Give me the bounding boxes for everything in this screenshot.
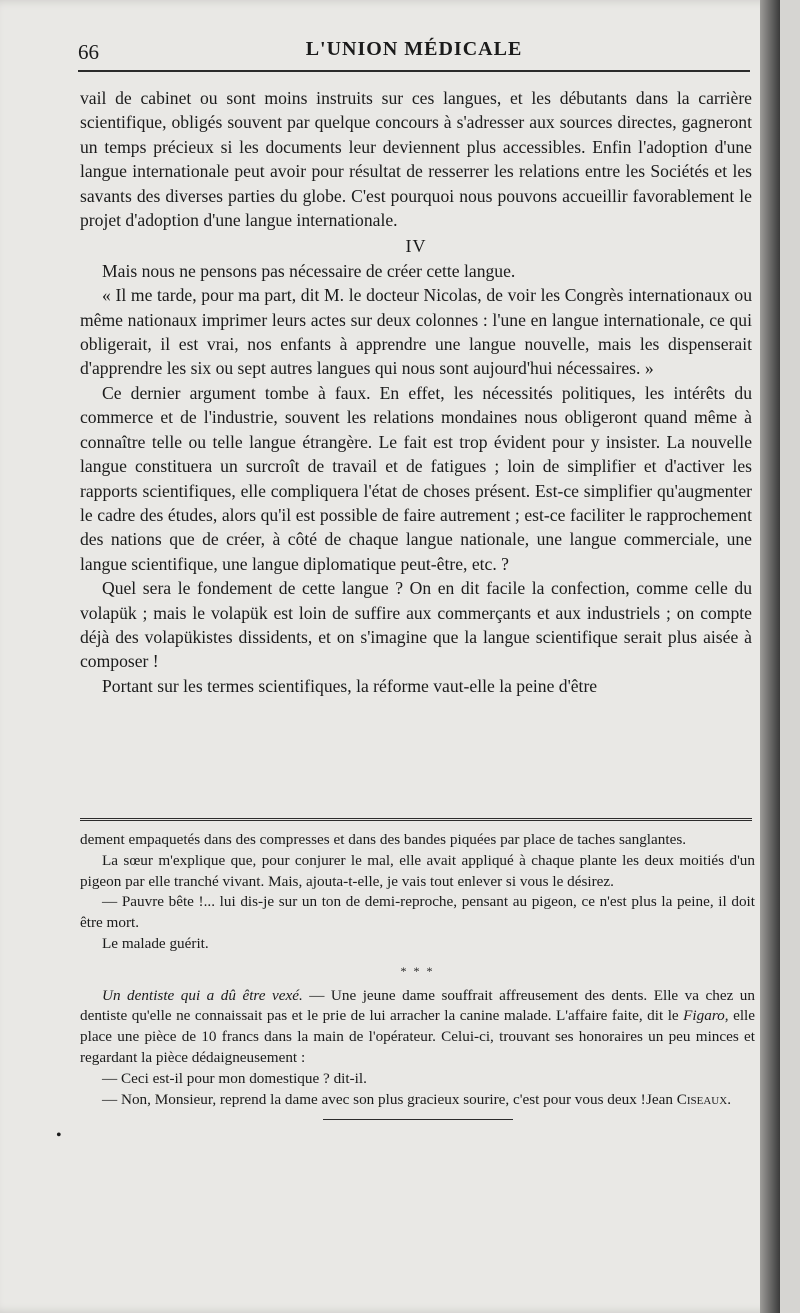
running-title: L'UNION MÉDICALE [305, 38, 523, 60]
paragraph: vail de cabinet ou sont moins instruits sur ces langues, et les débutants dans la carrière scientifique, obligés souvent par quelque concours à s'adresser aux sources directes, gagneront un temps précieux si les documents leur deviennent plus accessibles. Enfin l'adoption d'une langue internationale peut avoir pour résultat de resserrer les relations entre les Sociétés et les savants des diverses parties du globe. C'est pourquoi nous pouvons accueillir favorablement le projet d'adoption d'une langue internationale. [80, 88, 752, 231]
book-spine-shadow [760, 0, 780, 1313]
note-paragraph: Le malade guérit. [102, 934, 209, 952]
notes-section [80, 830, 755, 1120]
note-paragraph: — Pauvre bête !... lui dis-je sur un ton de demi-reproche, pensant au pigeon, ce n'est plus la peine, il doit être mort. [80, 893, 755, 932]
source-name: Figaro [683, 1007, 725, 1025]
paragraph: Quel sera le fondement de cette langue ? On en dit facile la confection, comme celle du volapük ; mais le volapük est loin de suffire aux commerçants et aux industriels ; on compte déjà des volapükistes dissidents, et on s'imagine que la langue scientifique serait plus aisée à composer ! [80, 578, 752, 672]
signature-first-name: Jean [645, 1091, 673, 1109]
page-header [78, 32, 750, 72]
notes-divider [80, 818, 752, 824]
page-number: 66 [78, 40, 99, 64]
header-rule [78, 70, 750, 72]
margin-dot: • [56, 1127, 62, 1144]
article-body [80, 86, 752, 698]
note-paragraph: — Non, Monsieur, reprend la dame avec son plus gracieux sourire, c'est pour vous deux ! [102, 1090, 646, 1108]
paragraph: Portant sur les termes scientifiques, la réforme vaut-elle la peine d'être [102, 675, 598, 696]
paragraph: Mais nous ne pensons pas nécessaire de créer cette langue. [102, 260, 516, 281]
signature-last-name: Ciseaux. [676, 1091, 731, 1109]
section-heading: IV [405, 236, 427, 257]
anecdote-text: — Une jeune dame souffrait affreusement des dents. Elle va chez un dentiste qu'elle ne connaissait pas et le prie de lui arracher la canine malade. L'affaire faite, dit le [80, 986, 755, 1025]
paragraph: Ce dernier argument tombe à faux. En effet, les nécessités politiques, les intérêts du commerce et de l'industrie, souvent les relations mondaines nous obligeront quand même à connaître telle ou telle langue étrangère. Le fait est trop évident pour y insister. La nouvelle langue constituera un surcroît de travail et de fatigues ; loin de simplifier et d'activer les rapports scientifiques, elle compliquera l'état de choses présent. Est-ce simplifier qu'augmenter le cadre des études, alors qu'il est possible de faire autrement ; est-ce faciliter le rapprochement des nations que de créer, à côté de chaque langue nationale, une langue commerciale, une langue scientifique, une langue diplomatique peut-être, etc. ? [80, 382, 752, 574]
note-paragraph: dement empaquetés dans des compresses et dans des bandes piquées par place de taches sanglantes. [80, 831, 687, 848]
note-paragraph [80, 986, 755, 1069]
anecdote-text-end: , elle place une pièce de 10 francs dans la main de l'opérateur. Celui-ci, trouvant ses honoraires un peu minces et regardant la pièce dédaigneusement : [80, 1007, 756, 1066]
note-paragraph: — Ceci est-il pour mon domestique ? dit-il. [102, 1069, 367, 1087]
closing-rule [323, 1119, 513, 1120]
note-paragraph: La sœur m'explique que, pour conjurer le mal, elle avait appliqué à chaque plante les deux moitiés d'un pigeon par elle tranché vivant. Mais, ajouta-t-elle, je vais tout enlever si vous le désirez. [80, 851, 755, 890]
paragraph: « Il me tarde, pour ma part, dit M. le docteur Nicolas, de voir les Congrès internationaux ou même nationaux imprimer leurs actes sur deux colonnes : l'une en langue internationale, ce qui obligerait, il est vrai, nos enfants à apprendre une langue nouvelle, mais les dispenserait d'apprendre les six ou sept autres langues qui nous sont aujourd'hui nécessaires. » [80, 285, 752, 379]
anecdote-title: Un dentiste qui a dû être vexé. [102, 986, 303, 1004]
section-stars: * * * [400, 963, 435, 978]
